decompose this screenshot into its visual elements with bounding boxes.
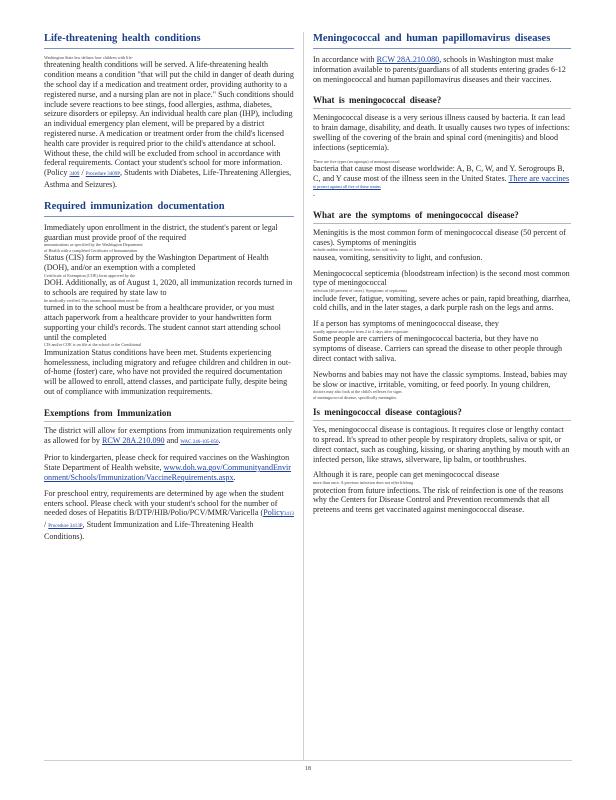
paragraph — [313, 228, 571, 263]
period: . — [313, 188, 316, 198]
paragraph-text: If a person has symptoms of meningococcal disease, they — [313, 319, 499, 329]
section-symptoms — [313, 209, 571, 400]
fine-print: immunizations as specified by the Washington Department — [44, 242, 143, 248]
section-heading: Life-threatening health conditions — [44, 32, 294, 49]
fine-print: CIS and/or COE is on file at the school or the Conditional — [44, 342, 142, 348]
fine-print: doctors may also look at the child's reflexes for signs — [313, 389, 402, 395]
paragraph-text: Meningitis is the most common form of meningococcal disease (50 percent of cases). Symptoms of meningitis — [313, 227, 566, 247]
paragraph-text: threatening health conditions will be served. A life-threatening health condition means a condition "that will put the child in danger of death during the school day if a medication and treatment order, providing authority to a registered nurse, and a nursing plan are not in place." Such conditions should include severe reactions to bee stings, food allergies, asthma, diabetes, seizure disorders or epilepsy. An individual health care plan (IHP), including an individual emergency plan element, will be prepared by a district registered nurse. A medication or treatment order from the child's licensed health care provider is required prior to the child's attendance at school. Without these, the child will be excluded from school in accordance with federal requirements. Contact your student's school for more information. (Policy — [44, 60, 294, 178]
fine-print: more than once. A previous infection does not offer lifelong — [313, 480, 414, 486]
paragraph-text: nausea, vomiting, sensitivity to light, and confusion. — [313, 252, 483, 262]
subsection-heading: What are the symptoms of meningococcal disease? — [313, 209, 571, 224]
paragraph — [44, 489, 294, 542]
paragraph — [44, 223, 294, 397]
paragraph — [44, 55, 294, 190]
separator: / — [79, 168, 86, 178]
fine-print: of meningococcal disease, specifically meningitis. — [313, 394, 398, 400]
procedure-link[interactable]: Procedure 3413P — [48, 524, 83, 530]
section-life-threatening-conditions — [44, 32, 294, 190]
column-divider — [303, 32, 304, 760]
paragraph-text: For preschool entry, requirements are determined by age when the student enters school. Please check with your student's school for the number of needed doses of Hepatitis B/DTP/HIB/Polio/PCV/MMR/Varicella ( — [44, 488, 284, 518]
policy-number-link[interactable]: 3413 — [283, 512, 294, 518]
procedure-link[interactable]: Procedure 3409P — [85, 172, 121, 178]
wac-link[interactable]: WAC 246-105-050 — [180, 439, 219, 445]
vaccines-link[interactable]: There are vaccines — [508, 173, 570, 183]
fine-print: Washington State law defines how children with life- — [44, 55, 134, 60]
section-what-is-meningococcal — [313, 94, 571, 198]
fine-print: infection (40 percent of cases). Symptoms of septicemia — [313, 288, 408, 294]
paragraph — [313, 370, 571, 400]
paragraph-text: include fever, fatigue, vomiting, severe aches or pain, rapid breathing, diarrhea, cold chills, and in the later stages, a dark purple rash on the legs and arms. — [313, 293, 571, 313]
fine-print: include sudden onset of fever, headache, stiff neck, — [313, 247, 399, 253]
paragraph — [313, 470, 571, 515]
period: . — [233, 472, 236, 482]
subsection-heading: Exemptions from Immunization — [44, 407, 294, 422]
subsection-heading: Is meningococcal disease contagious? — [313, 406, 571, 421]
paragraph-text: turned in to the school must be from a healthcare provider, or you must attach paperwork from a healthcare provider to your handwritten form supporting your child's records. The student cannot start attending school until the completed — [44, 303, 281, 342]
fine-print: be medically verified. This means immunization records — [44, 297, 139, 303]
paragraph-text: bacteria that cause most disease worldwide: A, B, C, W, and Y. Serogroups B, C, and Y cause most of the illness seen in the United States. — [313, 163, 565, 183]
period: . — [218, 435, 221, 445]
paragraph-text: protection from future infections. The risk of reinfection is one of the reasons why the Centers for Disease Control and Prevention recommends that all preteens and teens get vaccinated against meningococcal disease. — [313, 485, 564, 515]
paragraph-text: , Student Immunization and Life-Threatening Health Conditions). — [44, 520, 254, 541]
paragraph-text: Although it is rare, people can get meningococcal disease — [313, 470, 500, 480]
rcw-link[interactable]: RCW 28A.210.090 — [102, 435, 165, 445]
doh-website-link[interactable]: www.doh.wa.gov/CommunityandEnvironment/Schools/Immunization/VaccineRequirements.aspx — [44, 463, 291, 482]
section-required-immunization-documentation — [44, 200, 294, 397]
paragraph-text: , Students with Diabetes, Life-Threatening Allergies, Asthma and Seizures). — [44, 168, 292, 189]
subsection-heading: What is meningococcal disease? — [313, 94, 571, 109]
paragraph — [313, 319, 571, 364]
paragraph — [313, 55, 571, 84]
section-heading: Required immunization documentation — [44, 200, 294, 217]
paragraph-text: Immunization Status conditions have been met. Students experiencing homelessness, including migratory and refugee children and children in out-of-home (foster) care, who have not provided the required documentation will be allowed to enroll, attend classes, and participate fully, despite being out of compliance with immunization requirements. — [44, 347, 291, 396]
right-column — [313, 32, 571, 521]
conjunction: and — [164, 435, 181, 445]
section-heading: Meningococcal and human papillomavirus diseases — [313, 32, 571, 49]
section-contagious — [313, 406, 571, 515]
paragraph-text: Immediately upon enrollment in the district, the student's parent or legal guardian must provide proof of the required — [44, 222, 278, 242]
section-meningococcal-hpv — [313, 32, 571, 84]
rcw-link[interactable]: RCW 28A.210.080 — [376, 55, 440, 64]
page-number: 18 — [305, 766, 311, 772]
paragraph — [44, 453, 294, 482]
fine-print: of Health with a completed Certificate of Immunization — [44, 247, 138, 253]
paragraph-text: Prior to kindergarten, please check for required vaccines on the Washington State Department of Health website, — [44, 453, 290, 473]
paragraph-text: Some people are carriers of meningococcal bacteria, but they have no symptoms of disease. Carriers can spread the disease to other people through direct contact with saliva. — [313, 334, 563, 363]
fine-print: There are five types (serogroups) of meningococcal — [313, 158, 400, 164]
section-exemptions — [44, 407, 294, 542]
paragraph-text: The district will allow for exemptions from immunization requirements only as allowed for by — [44, 425, 292, 445]
footer-rule — [44, 760, 572, 761]
left-column — [44, 32, 294, 548]
paragraph-text: , schools in Washington must make information available to parents/guardians of all students entering grades 6-12 on meningococcal and human papillomavirus diseases and their vaccines. — [313, 55, 566, 84]
separator: / — [44, 520, 49, 530]
fine-print: Certificate of Exemption (COE) form approved by the — [44, 272, 136, 278]
fine-print: usually appear anywhere from 2 to 4 days after exposure. — [313, 328, 410, 334]
paragraph-text: DOH. Additionally, as of August 1, 2020, all immunization records turned in to schools are required by state law to — [44, 278, 293, 297]
paragraph-text: In accordance with — [313, 55, 375, 64]
policy-link[interactable]: Policy — [263, 508, 284, 518]
paragraph — [44, 426, 294, 448]
policy-link[interactable]: 3409 — [69, 172, 80, 178]
paragraph-text: Newborns and babies may not have the classic symptoms. Instead, babies may be slow or inactive, irritable, vomiting, or feed poorly. In young children, — [313, 369, 568, 389]
paragraph — [313, 269, 571, 314]
paragraph: Meningococcal disease is a very serious illness caused by bacteria. It can lead to brain damage, disability, and death. It usually causes two types of infections: swelling of the covering of the brain and spinal cord (meningitis) and blood infections (septicemia). — [313, 113, 570, 152]
fine-print-link[interactable]: to protect against all five of these strains — [313, 183, 381, 189]
paragraph — [313, 159, 571, 199]
paragraph: Yes, meningococcal disease is contagious. It requires close or lengthy contact to spread. It's spread to other people by respiratory droplets, saliva or spit, or direct contact, such as coughing, kissing, or sharing anything by mouth with an infected person, like straws, silverware, lip balm, or toothbrushes. — [313, 425, 570, 464]
paragraph-text: Meningococcal septicemia (bloodstream infection) is the second most common type of meningococcal — [313, 268, 570, 288]
paragraph-text: Status (CIS) form approved by the Washington Department of Health (DOH), and/or an exemption with a completed — [44, 253, 269, 272]
